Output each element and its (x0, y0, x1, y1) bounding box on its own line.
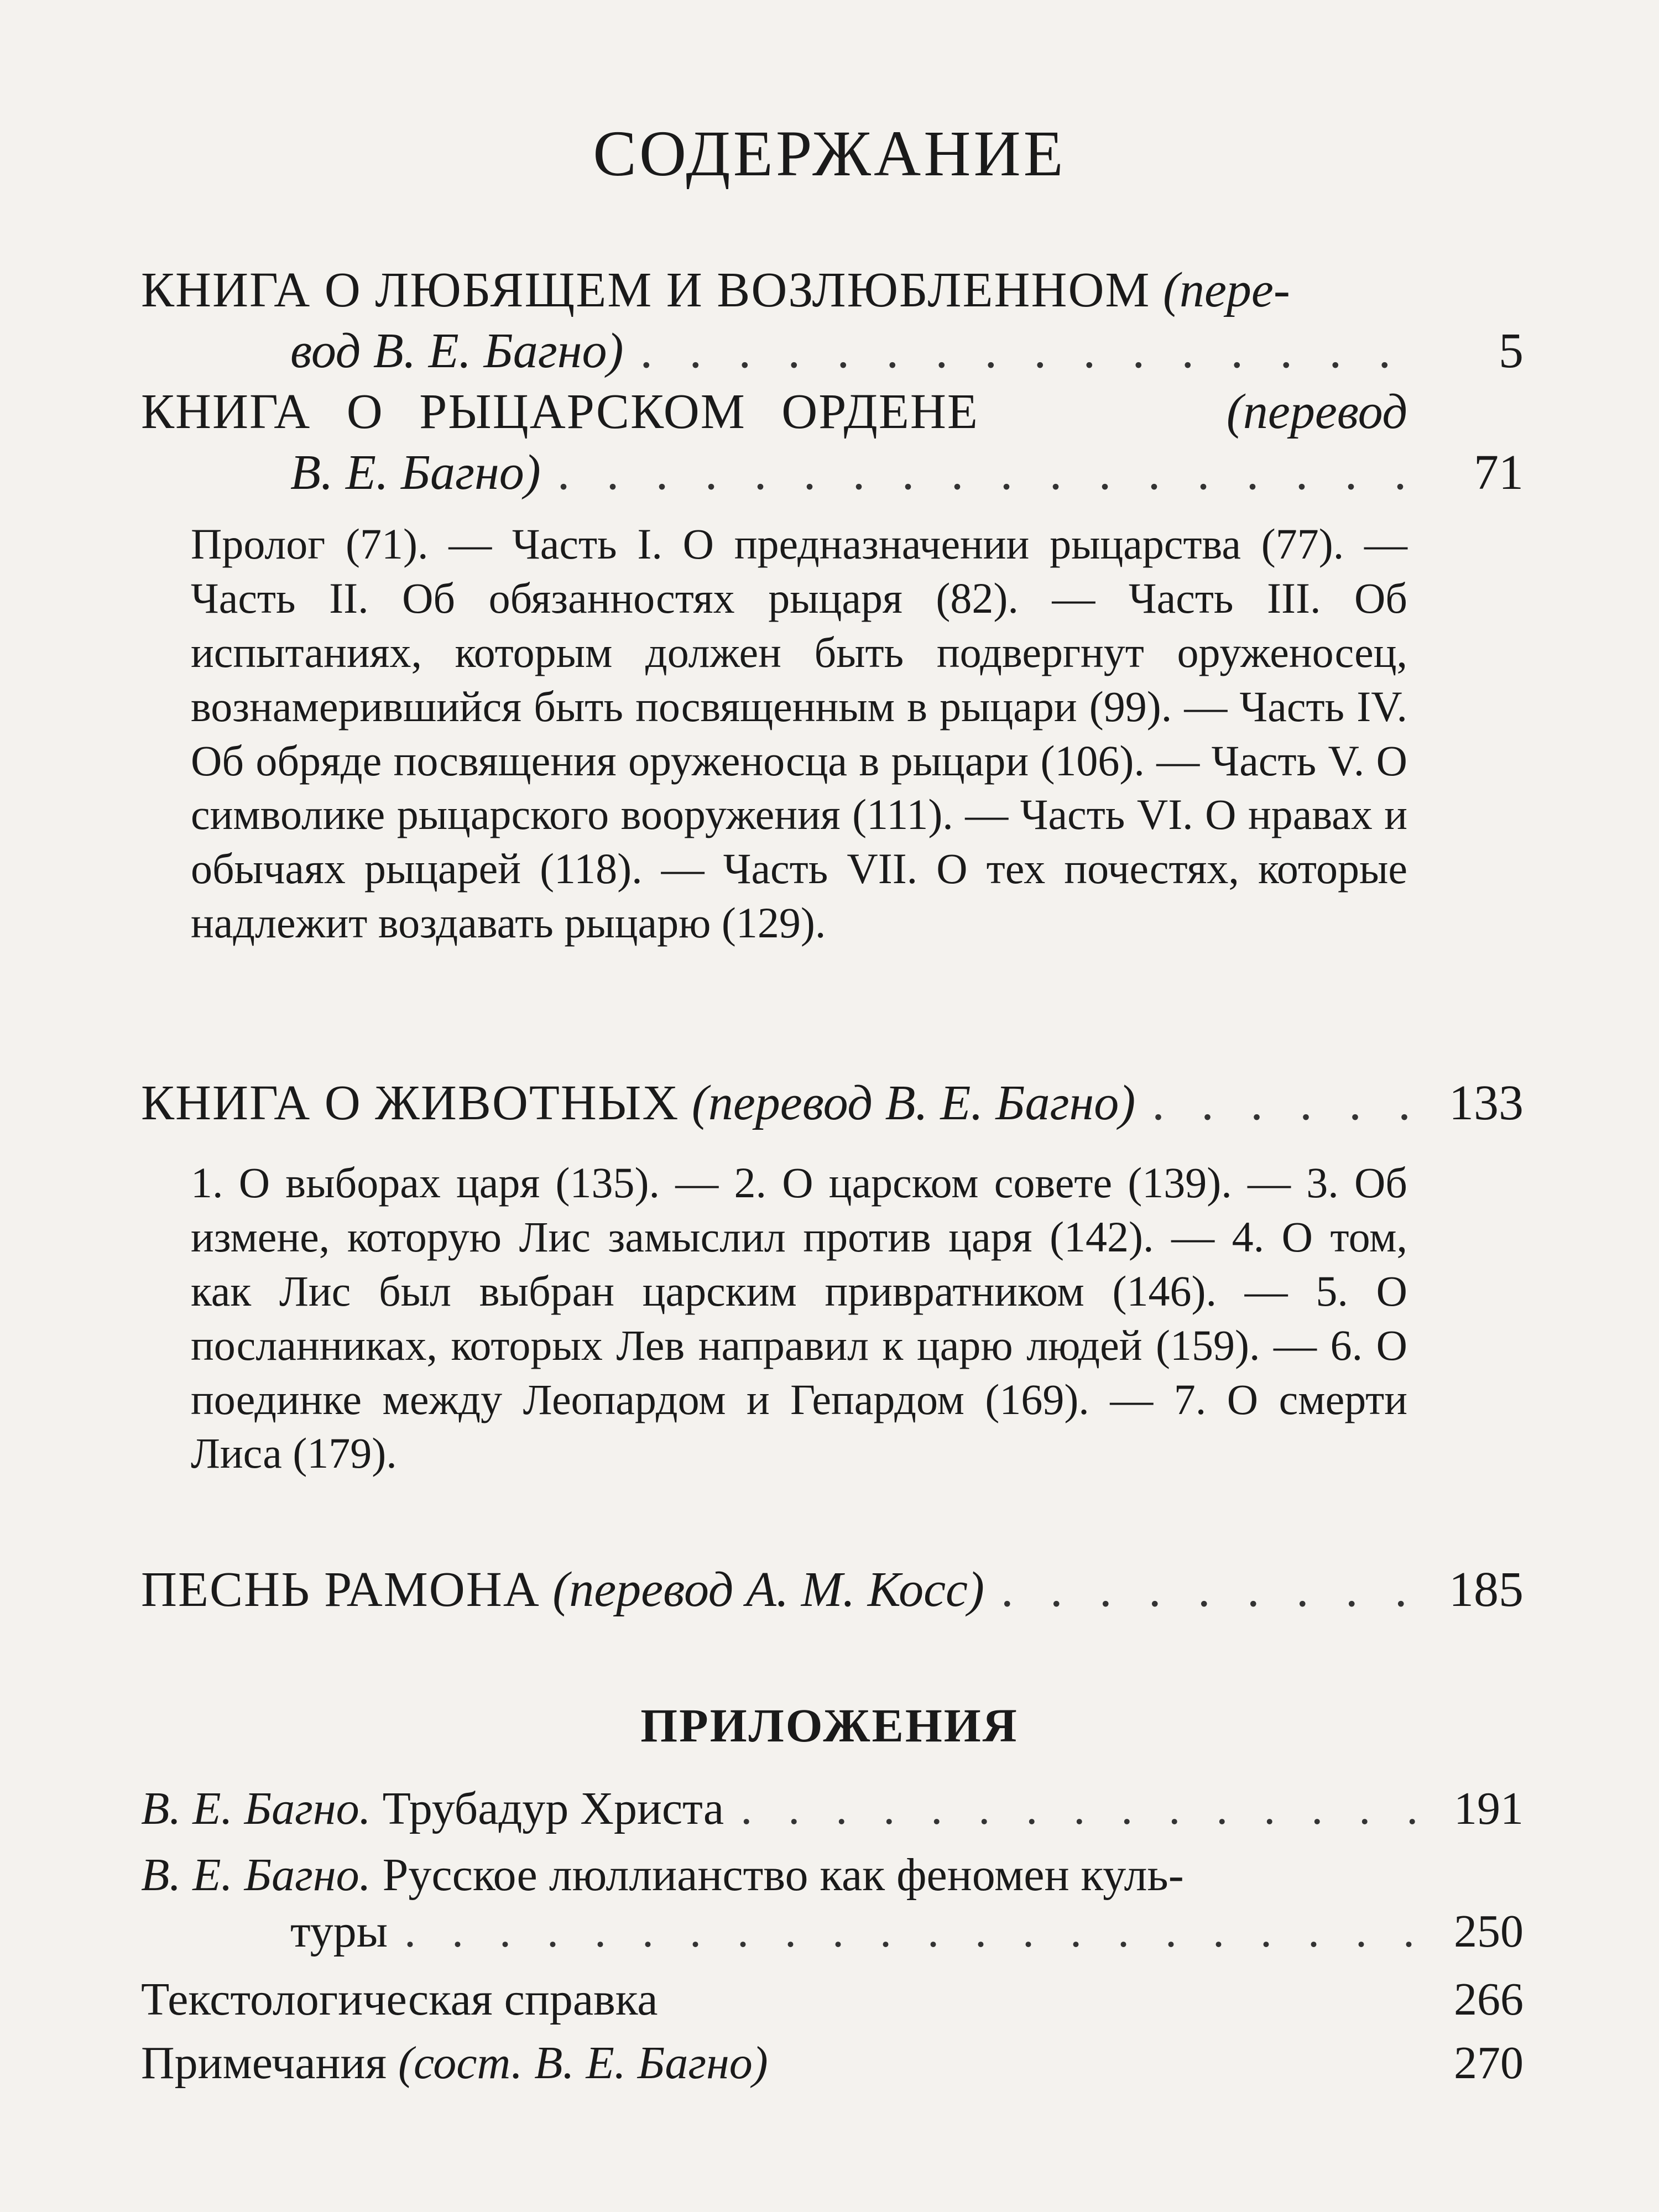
appendix-title: Примечания (141, 2037, 387, 2089)
leader-dots (404, 1903, 1424, 1960)
toc-entry-line (141, 2035, 1524, 2091)
page-title: СОДЕРЖАНИЕ (593, 117, 1066, 190)
page-number: 266 (1454, 1974, 1524, 2025)
toc-appendix-item (141, 1781, 1524, 1837)
toc-entry-note: вод В. Е. Багно) (290, 323, 624, 378)
appendix-note: (сост. В. Е. Багно) (398, 2037, 768, 2089)
leader-dots (1001, 1559, 1424, 1620)
page-number: 5 (1499, 323, 1524, 378)
toc-entry-line (141, 260, 1524, 321)
toc-entry-note: (перевод В. Е. Багно) (691, 1076, 1136, 1130)
toc-entry-song-of-ramon (141, 1559, 1524, 1620)
toc-entry-title: КНИГА О ЖИВОТНЫХ (141, 1076, 680, 1130)
toc-entry-line (141, 1903, 1524, 1960)
toc-entry-note: В. Е. Багно) (290, 445, 541, 500)
toc-entry-title: КНИГА О ЛЮБЯЩЕМ И ВОЗЛЮБЛЕННОМ (141, 263, 1151, 317)
toc-entry-line (141, 1847, 1524, 1903)
appendix-title: Русское люллианство как феномен куль- (382, 1849, 1184, 1901)
toc-entry-line (141, 1971, 1524, 2028)
page-number: 71 (1474, 445, 1524, 500)
toc-entry-title: КНИГА О РЫЦАРСКОМ ОРДЕНЕ (141, 384, 979, 439)
appendix-author: В. Е. Багно. (141, 1849, 371, 1901)
toc-entry-line (141, 1559, 1524, 1620)
appendix-title: туры (290, 1906, 388, 1958)
appendix-heading: ПРИЛОЖЕНИЯ (640, 1699, 1019, 1752)
toc-entry-line (141, 321, 1524, 382)
appendix-title: Текстологическая справка (141, 1974, 658, 2025)
appendix-title: Трубадур Христа (382, 1783, 724, 1834)
leader-dots (557, 442, 1424, 503)
appendix-author: В. Е. Багно. (141, 1783, 371, 1834)
toc-entry-line (141, 382, 1407, 442)
toc-entry-line (141, 442, 1524, 503)
toc-subcontents: 1. О выборах царя (135). — 2. О царском совете (139). — 3. Об измене, которую Лис замыслил против царя (142). — 4. О том, как Лис был выбран царским привратником (146). — 5. О посланниках, которых Лев направил к царю людей (159). — 6. О поединке между Леопардом и Гепардом (169). — 7. О смерти Лиса (179). (191, 1159, 1407, 1478)
page-number: 270 (1454, 2037, 1524, 2089)
toc-entry-note: (перевод (1226, 384, 1407, 439)
toc-appendix-item (141, 1847, 1524, 1960)
toc-entry-order-of-chivalry (141, 382, 1524, 503)
toc-entry-line (141, 1781, 1524, 1837)
page-number: 250 (1454, 1906, 1524, 1958)
leader-dots (740, 1781, 1424, 1837)
page-number: 185 (1449, 1562, 1524, 1617)
toc-entry-title: ПЕСНЬ РАМОНА (141, 1562, 540, 1617)
toc-entry-note: (пере- (1162, 263, 1290, 317)
toc-entry-book-of-lover (141, 260, 1524, 382)
toc-appendix-item (141, 1971, 1524, 2028)
page-number: 133 (1449, 1076, 1524, 1130)
toc-subcontents: Пролог (71). — Часть I. О предназначении рыцарства (77). — Часть II. Об обязанностях рыцаря (82). — Часть III. Об испытаниях, которым должен быть подвергнут оруженосец, вознамерившийся быть посвященным в рыцари (99). — Часть IV. Об обряде посвящения оруженосца в рыцари (106). — Часть V. О символике рыцарского вооружения (111). — Часть VI. О нравах и обычаях рыцарей (118). — Часть VII. О тех почестях, которые надлежит воздавать рыцарю (129). (191, 520, 1407, 947)
toc-entry-note: (перевод А. М. Косс) (552, 1562, 984, 1617)
leader-dots (1152, 1073, 1424, 1134)
toc-entry-book-of-beasts (141, 1073, 1524, 1134)
toc-appendix-item (141, 2035, 1524, 2091)
leader-dots (640, 321, 1425, 382)
page-number: 191 (1454, 1783, 1524, 1834)
toc-entry-line (141, 1073, 1524, 1134)
